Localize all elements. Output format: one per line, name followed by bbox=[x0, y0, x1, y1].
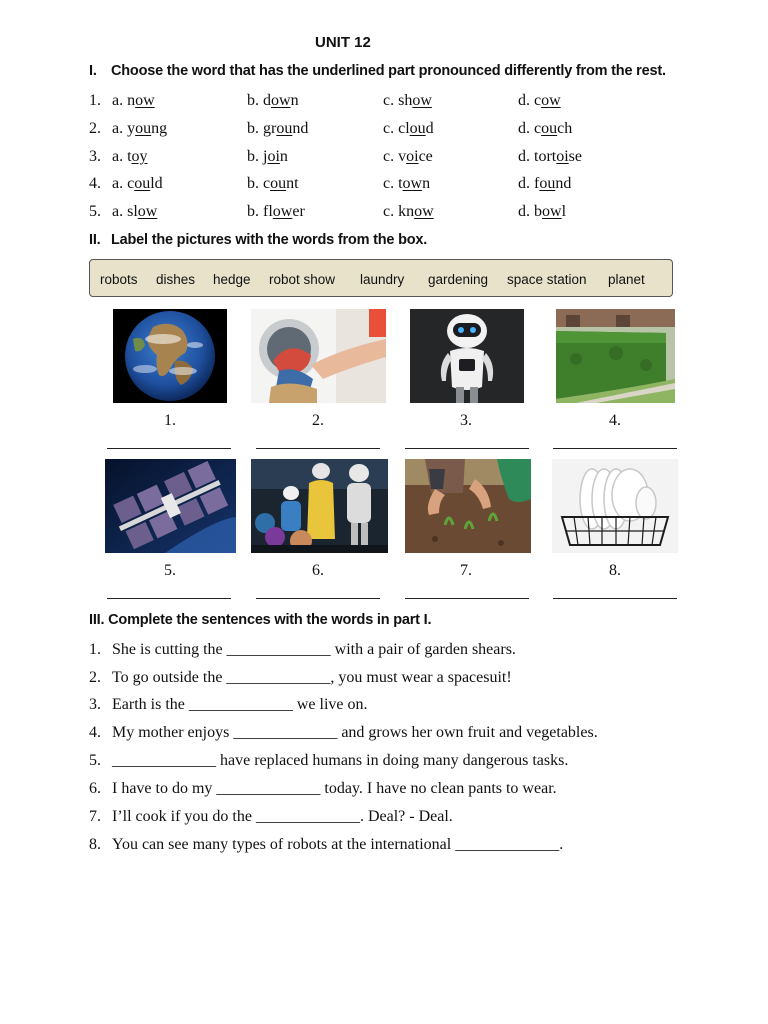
picture-number: 7. bbox=[460, 562, 472, 579]
sentence: 6. I have to do my _____________ today. I have no clean pants to wear. bbox=[89, 780, 557, 797]
word-box-item: gardening bbox=[428, 272, 489, 287]
picture-number: 5. bbox=[164, 562, 176, 579]
answer-line[interactable] bbox=[553, 598, 677, 599]
word-box bbox=[89, 259, 673, 297]
laundry-washing-machine-photo bbox=[251, 309, 386, 403]
picture-number: 8. bbox=[609, 562, 621, 579]
answer-line[interactable] bbox=[405, 448, 529, 449]
sentence: 5. _____________ have replaced humans in doing many dangerous tasks. bbox=[89, 752, 569, 769]
robot-show-photo bbox=[251, 459, 388, 553]
option: d. bowl bbox=[518, 203, 567, 220]
sentence: 3. Earth is the _____________ we live on. bbox=[89, 696, 368, 713]
option: c. town bbox=[383, 175, 431, 192]
part2-title: Label the pictures with the words from the box. bbox=[111, 232, 428, 248]
option: a. now bbox=[112, 92, 155, 109]
answer-line[interactable] bbox=[107, 598, 231, 599]
white-robot-photo bbox=[410, 309, 524, 403]
answer-line[interactable] bbox=[107, 448, 231, 449]
part2-heading bbox=[89, 232, 427, 248]
picture-number: 1. bbox=[164, 412, 176, 429]
gardening-hands-photo bbox=[405, 459, 531, 553]
answer-line[interactable] bbox=[405, 598, 529, 599]
sentence: 8. You can see many types of robots at the international _____________. bbox=[89, 836, 564, 853]
picture-number: 3. bbox=[460, 412, 472, 429]
picture-number: 4. bbox=[609, 412, 621, 429]
option: d. tortoise bbox=[518, 148, 582, 165]
option: c. know bbox=[383, 203, 434, 220]
part1-heading bbox=[89, 63, 666, 79]
space-station-photo bbox=[105, 459, 236, 553]
word-box-item: space station bbox=[507, 272, 587, 287]
sentence: 4. My mother enjoys _____________ and grows her own fruit and vegetables. bbox=[89, 724, 598, 741]
option: b. down bbox=[247, 92, 299, 109]
word-box-item: planet bbox=[608, 272, 645, 287]
question-number: 5. bbox=[89, 203, 101, 220]
dish-rack-plates-photo bbox=[552, 459, 678, 553]
question-number: 1. bbox=[89, 92, 101, 109]
question-number: 2. bbox=[89, 120, 101, 137]
option: a. slow bbox=[112, 203, 158, 220]
word-box-item: robot show bbox=[269, 272, 336, 287]
option: c. cloud bbox=[383, 120, 434, 137]
option: b. count bbox=[247, 175, 299, 192]
unit-title: UNIT 12 bbox=[315, 34, 371, 51]
part2-number: II. bbox=[89, 232, 101, 248]
word-box-item: dishes bbox=[156, 272, 196, 287]
option: b. flower bbox=[247, 203, 305, 220]
sentence: 7. I’ll cook if you do the _____________. Deal? - Deal. bbox=[89, 808, 453, 825]
word-box-item: robots bbox=[100, 272, 138, 287]
sentence: 1. She is cutting the _____________ with a pair of garden shears. bbox=[89, 641, 516, 658]
picture-number: 2. bbox=[312, 412, 324, 429]
part1-title: Choose the word that has the underlined part pronounced differently from the rest. bbox=[111, 63, 666, 79]
option: a. could bbox=[112, 175, 163, 192]
option: d. cow bbox=[518, 92, 561, 109]
green-hedge-photo bbox=[556, 309, 675, 403]
earth-planet-photo bbox=[113, 309, 227, 403]
option: c. show bbox=[383, 92, 432, 109]
option: b. join bbox=[247, 148, 288, 165]
question-number: 4. bbox=[89, 175, 101, 192]
answer-line[interactable] bbox=[256, 598, 380, 599]
option: c. voice bbox=[383, 148, 433, 165]
answer-line[interactable] bbox=[256, 448, 380, 449]
word-box-item: hedge bbox=[213, 272, 251, 287]
word-box-item: laundry bbox=[360, 272, 405, 287]
option: a. young bbox=[112, 120, 168, 137]
picture-number: 6. bbox=[312, 562, 324, 579]
option: a. toy bbox=[112, 148, 148, 165]
option: d. couch bbox=[518, 120, 573, 137]
question-number: 3. bbox=[89, 148, 101, 165]
option: d. found bbox=[518, 175, 572, 192]
option: b. ground bbox=[247, 120, 309, 137]
answer-line[interactable] bbox=[553, 448, 677, 449]
part3-heading: III. Complete the sentences with the words in part I. bbox=[89, 612, 432, 628]
part1-number: I. bbox=[89, 63, 97, 79]
sentence: 2. To go outside the _____________, you must wear a spacesuit! bbox=[89, 669, 512, 686]
